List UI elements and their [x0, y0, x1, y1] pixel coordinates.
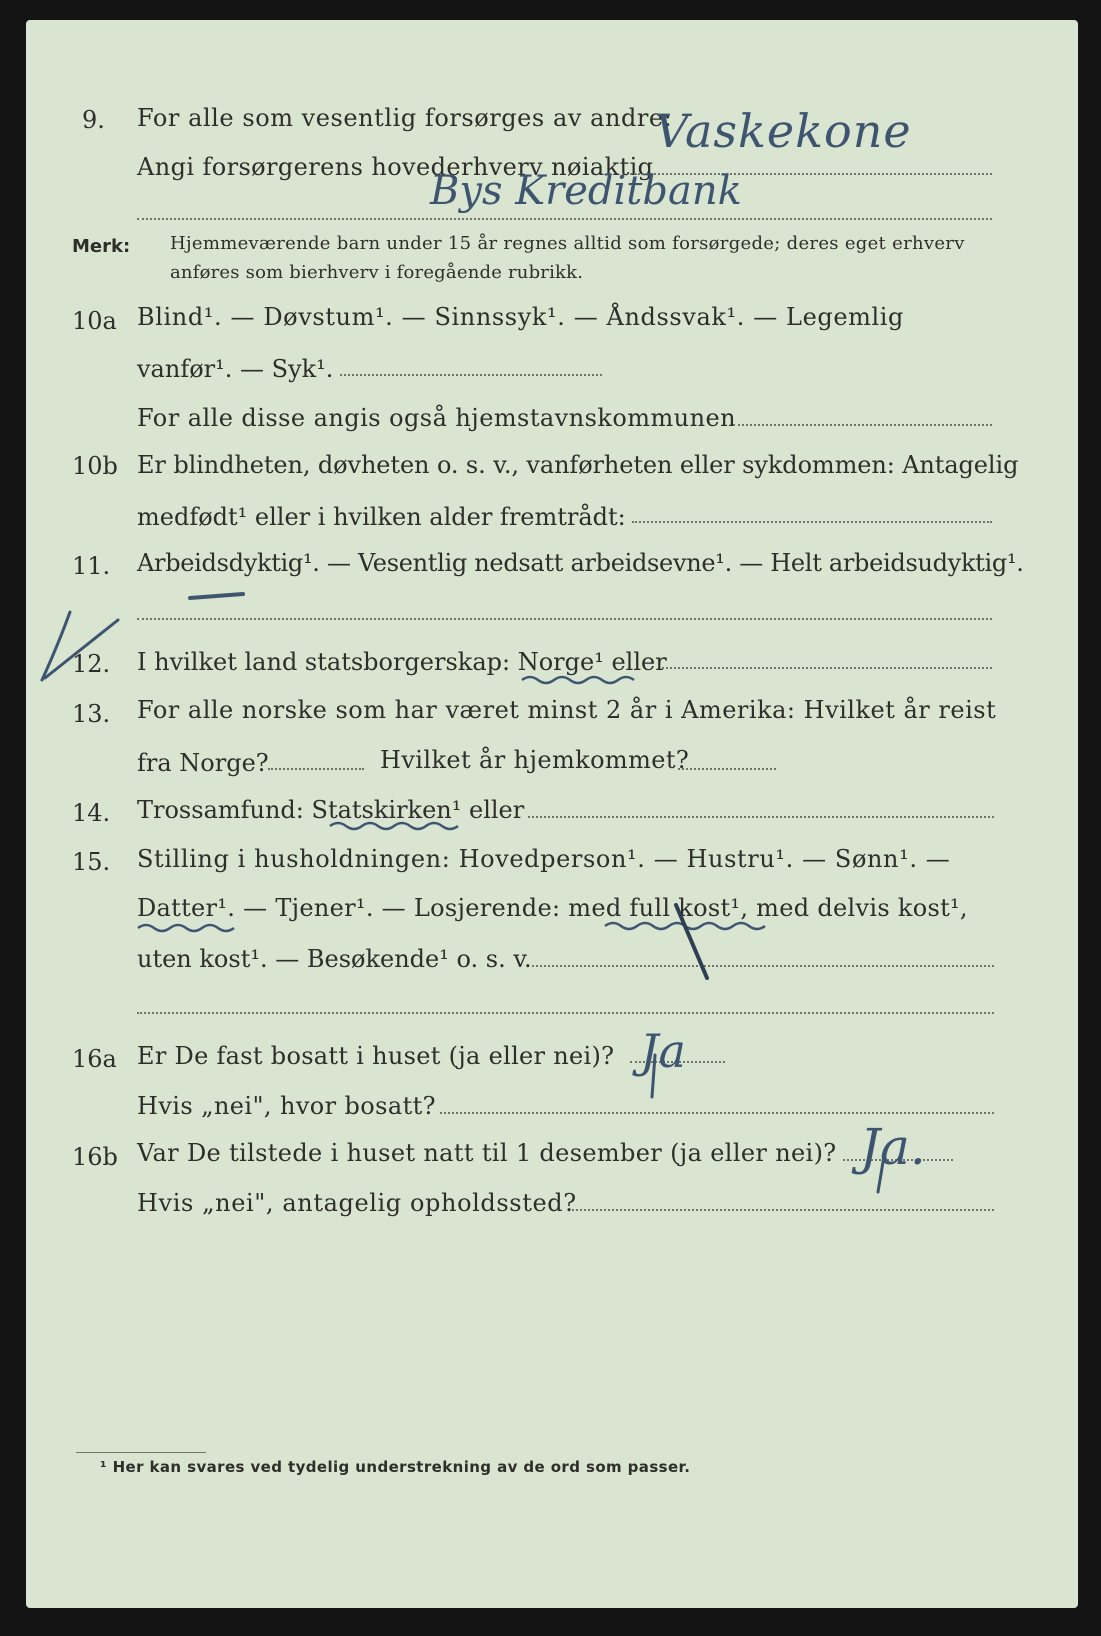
q10a-line1: Blind¹. — Døvstum¹. — Sinnssyk¹. — Åndssvak¹. — Legemlig — [137, 303, 905, 331]
q14-number: 14. — [72, 799, 111, 827]
q12-check-mark — [42, 612, 118, 680]
footnote: ¹ Her kan svares ved tydelig understrekning av de ord som passer. — [100, 1458, 691, 1476]
q16b-number: 16b — [72, 1143, 118, 1171]
q9-line2: Angi forsørgerens hovederhverv nøiaktig — [137, 153, 654, 181]
q15-slash-mark — [676, 905, 707, 978]
q16a-number: 16a — [72, 1045, 117, 1073]
q16b-pen-stroke — [878, 1150, 885, 1192]
q10b-number: 10b — [72, 452, 118, 480]
q9-number: 9. — [82, 106, 105, 134]
q14-statskirken-underline — [330, 823, 458, 829]
q15-datter-underline — [138, 925, 234, 931]
q16a-line2: Hvis „nei", hvor bosatt? — [137, 1092, 436, 1120]
q11-underline-mark — [190, 594, 243, 598]
q13-number: 13. — [72, 700, 111, 728]
q10b-line2: medfødt¹ eller i hvilken alder fremtrådt: — [137, 503, 626, 531]
q10b-line1: Er blindheten, døvheten o. s. v., vanførheten eller sykdommen: Antagelig — [137, 451, 1019, 479]
q15-line2: Datter¹. — Tjener¹. — Losjerende: med full kost¹, med delvis kost¹, — [137, 894, 968, 922]
q9-handwritten-answer-1: Vaskekone — [655, 104, 912, 158]
q15-line3: uten kost¹. — Besøkende¹ o. s. v. — [137, 945, 532, 973]
q13-line2a: fra Norge? — [137, 749, 269, 777]
q10a-line2: vanfør¹. — Syk¹. — [137, 355, 334, 383]
q16a-pen-stroke — [652, 1055, 655, 1097]
merk-label: Merk: — [72, 236, 131, 257]
merk-line1: Hjemmeværende barn under 15 år regnes alltid som forsørgede; deres eget erhverv — [170, 233, 965, 254]
q9-line1: For alle som vesentlig forsørges av andre: — [137, 104, 673, 132]
q16b-line1: Var De tilstede i huset natt til 1 desember (ja eller nei)? — [137, 1139, 837, 1167]
q10a-number: 10a — [72, 307, 117, 335]
q14-line1: Trossamfund: Statskirken¹ eller — [137, 796, 525, 824]
q15-line1: Stilling i husholdningen: Hovedperson¹. — Hustru¹. — Sønn¹. — — [137, 845, 951, 873]
q12-norge-underline — [522, 677, 634, 683]
q16a-handwritten-answer: Ja — [640, 1024, 686, 1078]
q13-line1: For alle norske som har været minst 2 år i Amerika: Hvilket år reist — [137, 696, 997, 724]
q16b-line2: Hvis „nei", antagelig opholdssted? — [137, 1189, 577, 1217]
q16a-line1: Er De fast bosatt i huset (ja eller nei)? — [137, 1042, 615, 1070]
q11-line1: Arbeidsdyktig¹. — Vesentlig nedsatt arbeidsevne¹. — Helt arbeidsudyktig¹. — [137, 549, 1024, 577]
q13-line2b: Hvilket år hjemkommet? — [380, 746, 690, 774]
q12-line1: I hvilket land statsborgerskap: Norge¹ eller — [137, 648, 667, 676]
q9-handwritten-answer-2: Bys Kreditbank — [430, 168, 742, 214]
merk-line2: anføres som bierhverv i foregående rubrikk. — [170, 262, 584, 283]
q11-number: 11. — [72, 552, 111, 580]
q16b-handwritten-answer: Ja. — [860, 1118, 926, 1176]
q10a-line3: For alle disse angis også hjemstavnskommunen — [137, 404, 737, 432]
q12-number: 12. — [72, 650, 111, 678]
q15-number: 15. — [72, 848, 111, 876]
